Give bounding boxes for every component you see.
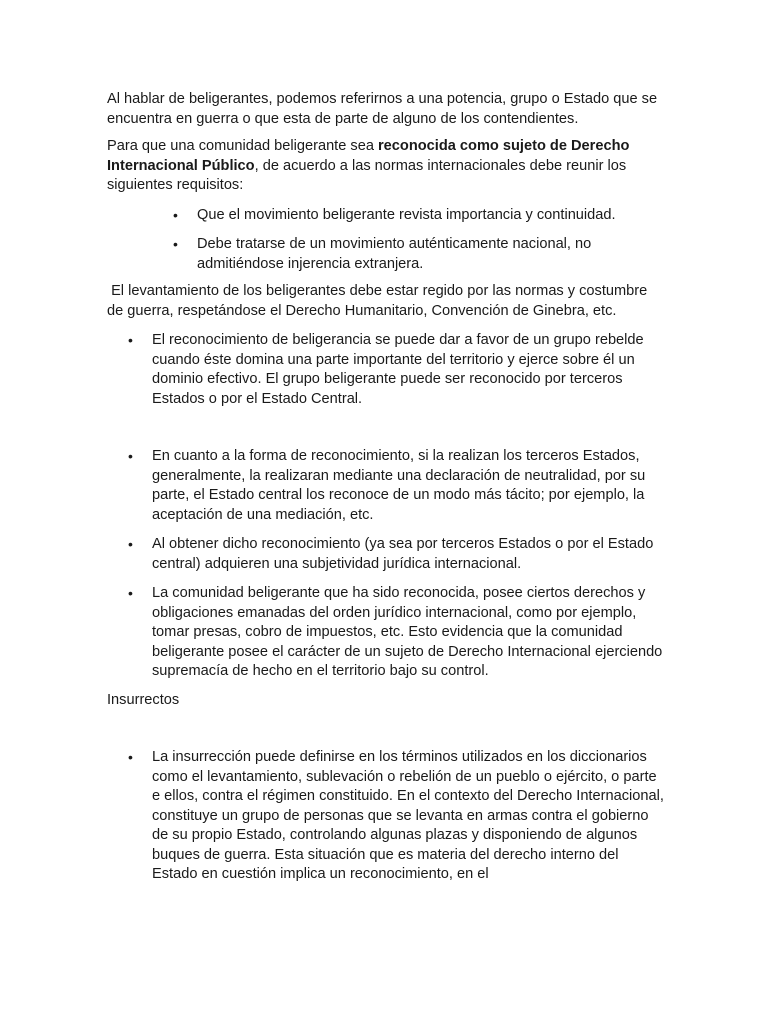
list-item (107, 206, 667, 226)
list-item-text: En cuanto a la forma de reconocimiento, si la realizan los terceros Estados, generalmente, la realizaran mediante una declaración de neutralidad, por su parte, el Estado central los reconoce de un modo más tácito; por ejemplo, la aceptación de una mediación, etc. (152, 448, 646, 523)
list-item (107, 331, 667, 409)
list-item (107, 535, 667, 574)
list-item-text: El reconocimiento de beligerancia se puede dar a favor de un grupo rebelde cuando éste domina una parte importante del territorio y ejerce sobre él un dominio efectivo. El grupo beligerante puede ser reconocido por terceros Estados o por el Estado Central. (152, 332, 644, 407)
paragraph-levantamiento: El levantamiento de los beligerantes debe estar regido por las normas y costumbre de guerra, respetándose el Derecho Humanitario, Convención de Ginebra, etc. (107, 283, 652, 319)
paragraph-requisitos-intro (107, 137, 667, 196)
document-page (107, 90, 667, 895)
bullet-icon: • (128, 585, 133, 601)
paragraph-requisitos-start: Para que una comunidad beligerante sea (107, 138, 378, 154)
bullet-icon: • (173, 206, 178, 223)
paragraph-requisitos-end: , de acuerdo a las normas internacionales debe reunir los siguientes requisitos: (107, 157, 631, 193)
bullet-icon: • (128, 332, 133, 348)
list-item (107, 584, 667, 682)
paragraph-beligerantes-intro: Al hablar de beligerantes, podemos referirnos a una potencia, grupo o Estado que se encuentra en guerra o que esta de parte de alguno de los contendientes. (107, 91, 662, 127)
requirements-list (107, 206, 667, 275)
list-item-text: Al obtener dicho reconocimiento (ya sea por terceros Estados o por el Estado central) adquieren una subjetividad jurídica internacional. (152, 536, 654, 572)
beligerancia-list-b (107, 447, 667, 682)
list-item-text: La comunidad beligerante que ha sido reconocida, posee ciertos derechos y obligaciones emanadas del orden jurídico internacional, como por ejemplo, tomar presas, cobro de impuestos, etc. Esto evidencia que la comunidad beligerante posee el carácter de un sujeto de Derecho Internacional ejerciendo supremacía de hecho en el territorio bajo su control. (152, 585, 663, 679)
beligerancia-list-a (107, 331, 667, 409)
heading-insurrectos: Insurrectos (107, 691, 180, 708)
paragraph-requisitos-bold: reconocida como sujeto de Derecho Internacional Público (107, 138, 634, 174)
list-item (107, 447, 667, 525)
list-item-text: Que el movimiento beligerante revista importancia y continuidad. (197, 206, 616, 223)
bullet-icon: • (128, 749, 133, 765)
list-item-text: La insurrección puede definirse en los términos utilizados en los diccionarios como el levantamiento, sublevación o rebelión de un pueblo o ejército, o parte e ellos, contra el régimen constituido. En el contexto del Derecho Internacional, constituye un grupo de personas que se levanta en armas contra el gobierno de su propio Estado, controlando algunas plazas y disponiendo de algunos buques de guerra. Esta situación que es materia del derecho interno del Estado en cuestión implica un reconocimiento, en el (152, 749, 664, 882)
list-item (107, 748, 667, 885)
bullet-icon: • (128, 536, 133, 552)
list-item-text: Debe tratarse de un movimiento auténticamente nacional, no admitiéndose injerencia extranjera. (197, 236, 592, 272)
list-item (107, 235, 667, 274)
bullet-icon: • (173, 236, 178, 252)
insurrectos-list (107, 748, 667, 885)
bullet-icon: • (128, 448, 133, 464)
